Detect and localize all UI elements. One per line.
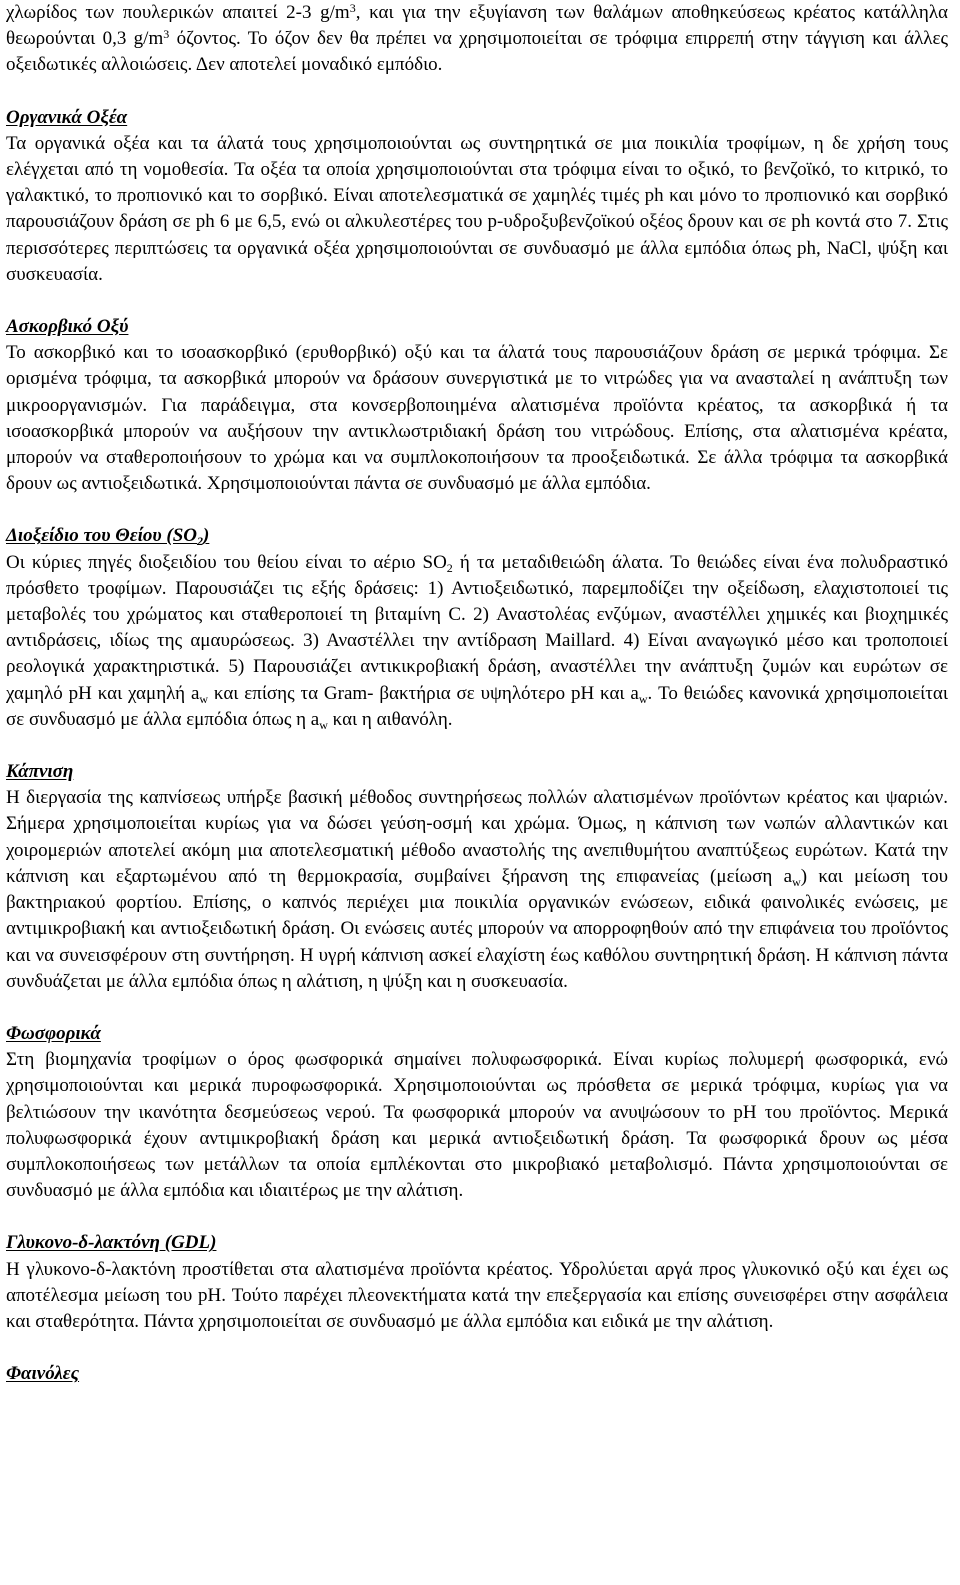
heading-organic-acids: Οργανικά Οξέα [6,106,128,128]
heading-gdl: Γλυκονο-δ-λακτόνη (GDL) [6,1232,217,1254]
heading-phenols: Φαινόλες [6,1363,80,1385]
text-run: . Το θειώδες κανονικά χρησιμοποιείται σε συνδυασμό με άλλα εμπόδια όπως η a [6,682,948,730]
section-intro [6,0,948,79]
section-gdl [6,1230,948,1335]
subscript: 2 [197,534,204,549]
superscript: 3 [163,27,170,42]
text-run: και η αιθανόλη. [327,708,453,730]
heading-smoking: Κάπνιση [6,761,74,783]
section-sulfur-dioxide [6,523,948,733]
paragraph-smoking [6,785,948,995]
text-run: ) και μείωση του βακτηριακού φορτίου. Επίσης, ο καπνός περιέχει μια ποικιλία οργανικών ενώσεων, ειδικά φαινολικές ενώσεις, με αντιμικροβιακή και αντιοξειδωτική δράση. Οι ενώσεις αυτές μπορούν να απορροφηθούν από την επιφάνεια του προϊόντος και να συνεισφέρουν στη συντήρηση. Η υγρή κάπνιση ασκεί ελαχίστη έως καθόλου συντηρητική δράση. Η κάπνιση πάντα συνδυάζεται με άλλα εμπόδια όπως η αλάτιση, η ψύξη και η συσκευασία. [6,865,949,992]
document-page [6,0,948,1387]
subscript: w [199,691,209,706]
text-run: ή τα μεταδιθειώδη άλατα. Το θειώδες είναι ένα πολυδραστικό πρόσθετο τροφίμων. Παρουσιάζει τις εξής δράσεις: 1) Αντιοξειδωτικό, παρεμποδίζει την οξείδωση, ελαχιστοποιεί τις μεταβολές του χρώματος και σταθεροποιεί τη βιταμίνη C. 2) Αναστολέας ενζύμων, αναστέλλει χημικές και βιοχημικές αντιδράσεις, ιδίως της αμαυρώσεως. 3) Αναστέλλει την αντίδραση Maillard. 4) Είναι αναγωγικό μέσο και τροποποιεί ρεολογικά χαρακτηριστικά. 5) Παρουσιάζει αντικικροβιακή δράση, αναστέλλει την ανάπτυξη ζυμών και ευρώτων σε χαμηλό pH και χαμηλή a [6,551,948,704]
heading-sulfur-dioxide [6,523,948,549]
paragraph-phosphates: Στη βιομηχανία τροφίμων ο όρος φωσφορικά σημαίνει πολυφωσφορικά. Είναι κυρίως πολυμερή φωσφορικά, ενώ χρησιμοποιούνται και μερικά πυροφωσφορικά. Χρησιμοποιούνται ως πρόσθετα σε μερικά τρόφιμα, κυρίως για να βελτιώσουν την ικανότητα δεσμεύσεως νερού. Τα φωσφορικά μπορούν να ανυψώσουν το pH του προϊόντος. Μερικά πολυφωσφορικά έχουν αντιμικροβιακή δράση και μερικά αντιοξειδωτική δράση. Τα φωσφορικά δρουν ως μέσα συμπλοκοποιήσεως των μετάλλων τα οποία εμπλέκονται στο μικροβιακό μεταβολισμό. Πάντα χρησιμοποιούνται σε συνδυασμό με άλλα εμπόδια και ιδιαιτέρως με την αλάτιση. [6,1049,948,1202]
heading-ascorbic-acid: Ασκορβικό Οξύ [6,316,129,338]
text-run: και επίσης τα Gram- βακτήρια σε υψηλότερο pH και a [208,682,639,704]
section-smoking [6,759,948,995]
paragraph-intro [6,0,948,79]
subscript: w [792,874,801,889]
section-phosphates [6,1021,948,1204]
text-run: Η διεργασία της καπνίσεως υπήρξε βασική μέθοδος συντηρήσεως πολλών αλατισμένων προϊόντων κρέατος και ψαριών. Σήμερα χρησιμοποιείται κυρίως για να δώσει γεύση-οσμή και χρώμα. Όμως, η κάπνιση των νωπών αλλαντικών και χοιρομεριών αποτελεί ακόμη μια αποτελεσματική μέθοδο αναστολής της ανεπιθυμήτου αναπτύξεως ευρώτων. Κατά την κάπνιση και εξαρτωμένου από τη θερμοκρασία, συμβαίνει ξήρανση της επιφανείας (μείωση a [6,787,948,887]
paragraph-organic-acids: Τα οργανικά οξέα και τα άλατά τους χρησιμοποιούνται ως συντηρητικά σε μια ποικιλία τροφίμων, η δε χρήση τους ελέγχεται από τη νομοθεσία. Τα οξέα τα οποία χρησιμοποιούνται στα τρόφιμα είναι το οξικό, το βενζοϊκό, το κιτρικό, το γαλακτικό, το προπιονικό και το σορβικό. Είναι αποτελεσματικά σε χαμηλές τιμές ph και μόνο το προπιονικό και σορβικό παρουσιάζουν δράση σε ph 6 με 6,5, ενώ οι αλκυλεστέρες του p-υδροξυβενζοϊκού οξέος δρουν και σε ph κοντά στο 7. Στις περισσότερες περιπτώσεις τα οργανικά οξέα χρησιμοποιούνται σε συνδυασμό με άλλα εμπόδια όπως ph, NaCl, ψύξη και συσκευασία. [6,132,948,285]
section-ascorbic-acid [6,314,948,497]
subscript: w [319,717,328,732]
section-organic-acids [6,105,948,288]
heading-text-run: Διοξείδιο του Θείου (SO [6,525,198,547]
paragraph-gdl: Η γλυκονο-δ-λακτόνη προστίθεται στα αλατισμένα προϊόντα κρέατος. Υδρολύεται αργά προς γλυκονικό οξύ και έχει ως αποτέλεσμα μείωση του pH. Τούτο παρέχει πλεονεκτήματα κατά την επεξεργασία και επίσης συνεισφέρει στην ασφάλεια και σταθερότητα. Πάντα χρησιμοποιείται σε συνδυασμό με άλλα εμπόδια και ειδικά με την αλάτιση. [6,1258,948,1332]
subscript: w [638,691,648,706]
text-run: Οι κύριες πηγές διοξειδίου του θείου είναι το αέριο SO [6,551,447,573]
paragraph-ascorbic-acid: Το ασκορβικό και το ισοασκορβικό (ερυθορβικό) οξύ και τα άλατά τους παρουσιάζουν δράση σε μερικά τρόφιμα. Σε ορισμένα τρόφιμα, τα ασκορβικά μπορούν να δράσουν συνεργιστικά με το νιτρώδες για να ανασταλεί η ανάπτυξη των μικροοργανισμών. Για παράδειγμα, στα κονσερβοποιημένα αλατισμένα προϊόντα κρέατος, τα ασκορβικά ή τα ισοασκορβικά μπορούν να αυξήσουν την αντικλωστριδιακή δράση του νιτρώδους. Επίσης, στα αλατισμένα κρέατα, μπορούν να σταθεροποιήσουν το χρώμα και να συμπλοκοποιήσουν τα προοξειδωτικά. Σε άλλα τρόφιμα τα ασκορβικά δρουν ως αντιοξειδωτικά. Χρησιμοποιούνται πάντα σε συνδυασμό με άλλα εμπόδια. [6,342,948,495]
subscript: 2 [446,560,453,575]
paragraph-sulfur-dioxide [6,550,948,733]
text-run: χλωρίδος των πουλερικών απαιτεί 2-3 g/m [6,2,350,23]
text-run: , και για την εξυγίανση των θαλάμων αποθηκεύσεως κρέατος κατάλληλα θεωρούνται 0,3 g/m [6,2,948,50]
heading-text-run: ) [203,525,210,547]
text-run: όζοντος. Το όζον δεν θα πρέπει να χρησιμοποιείται σε τρόφιμα επιρρεπή στην τάγγιση και άλλες οξειδωτικές αλλοιώσεις. Δεν αποτελεί μοναδικό εμπόδιο. [6,28,948,76]
superscript: 3 [349,1,356,15]
section-phenols [6,1361,948,1387]
heading-phosphates: Φωσφορικά [6,1022,101,1044]
